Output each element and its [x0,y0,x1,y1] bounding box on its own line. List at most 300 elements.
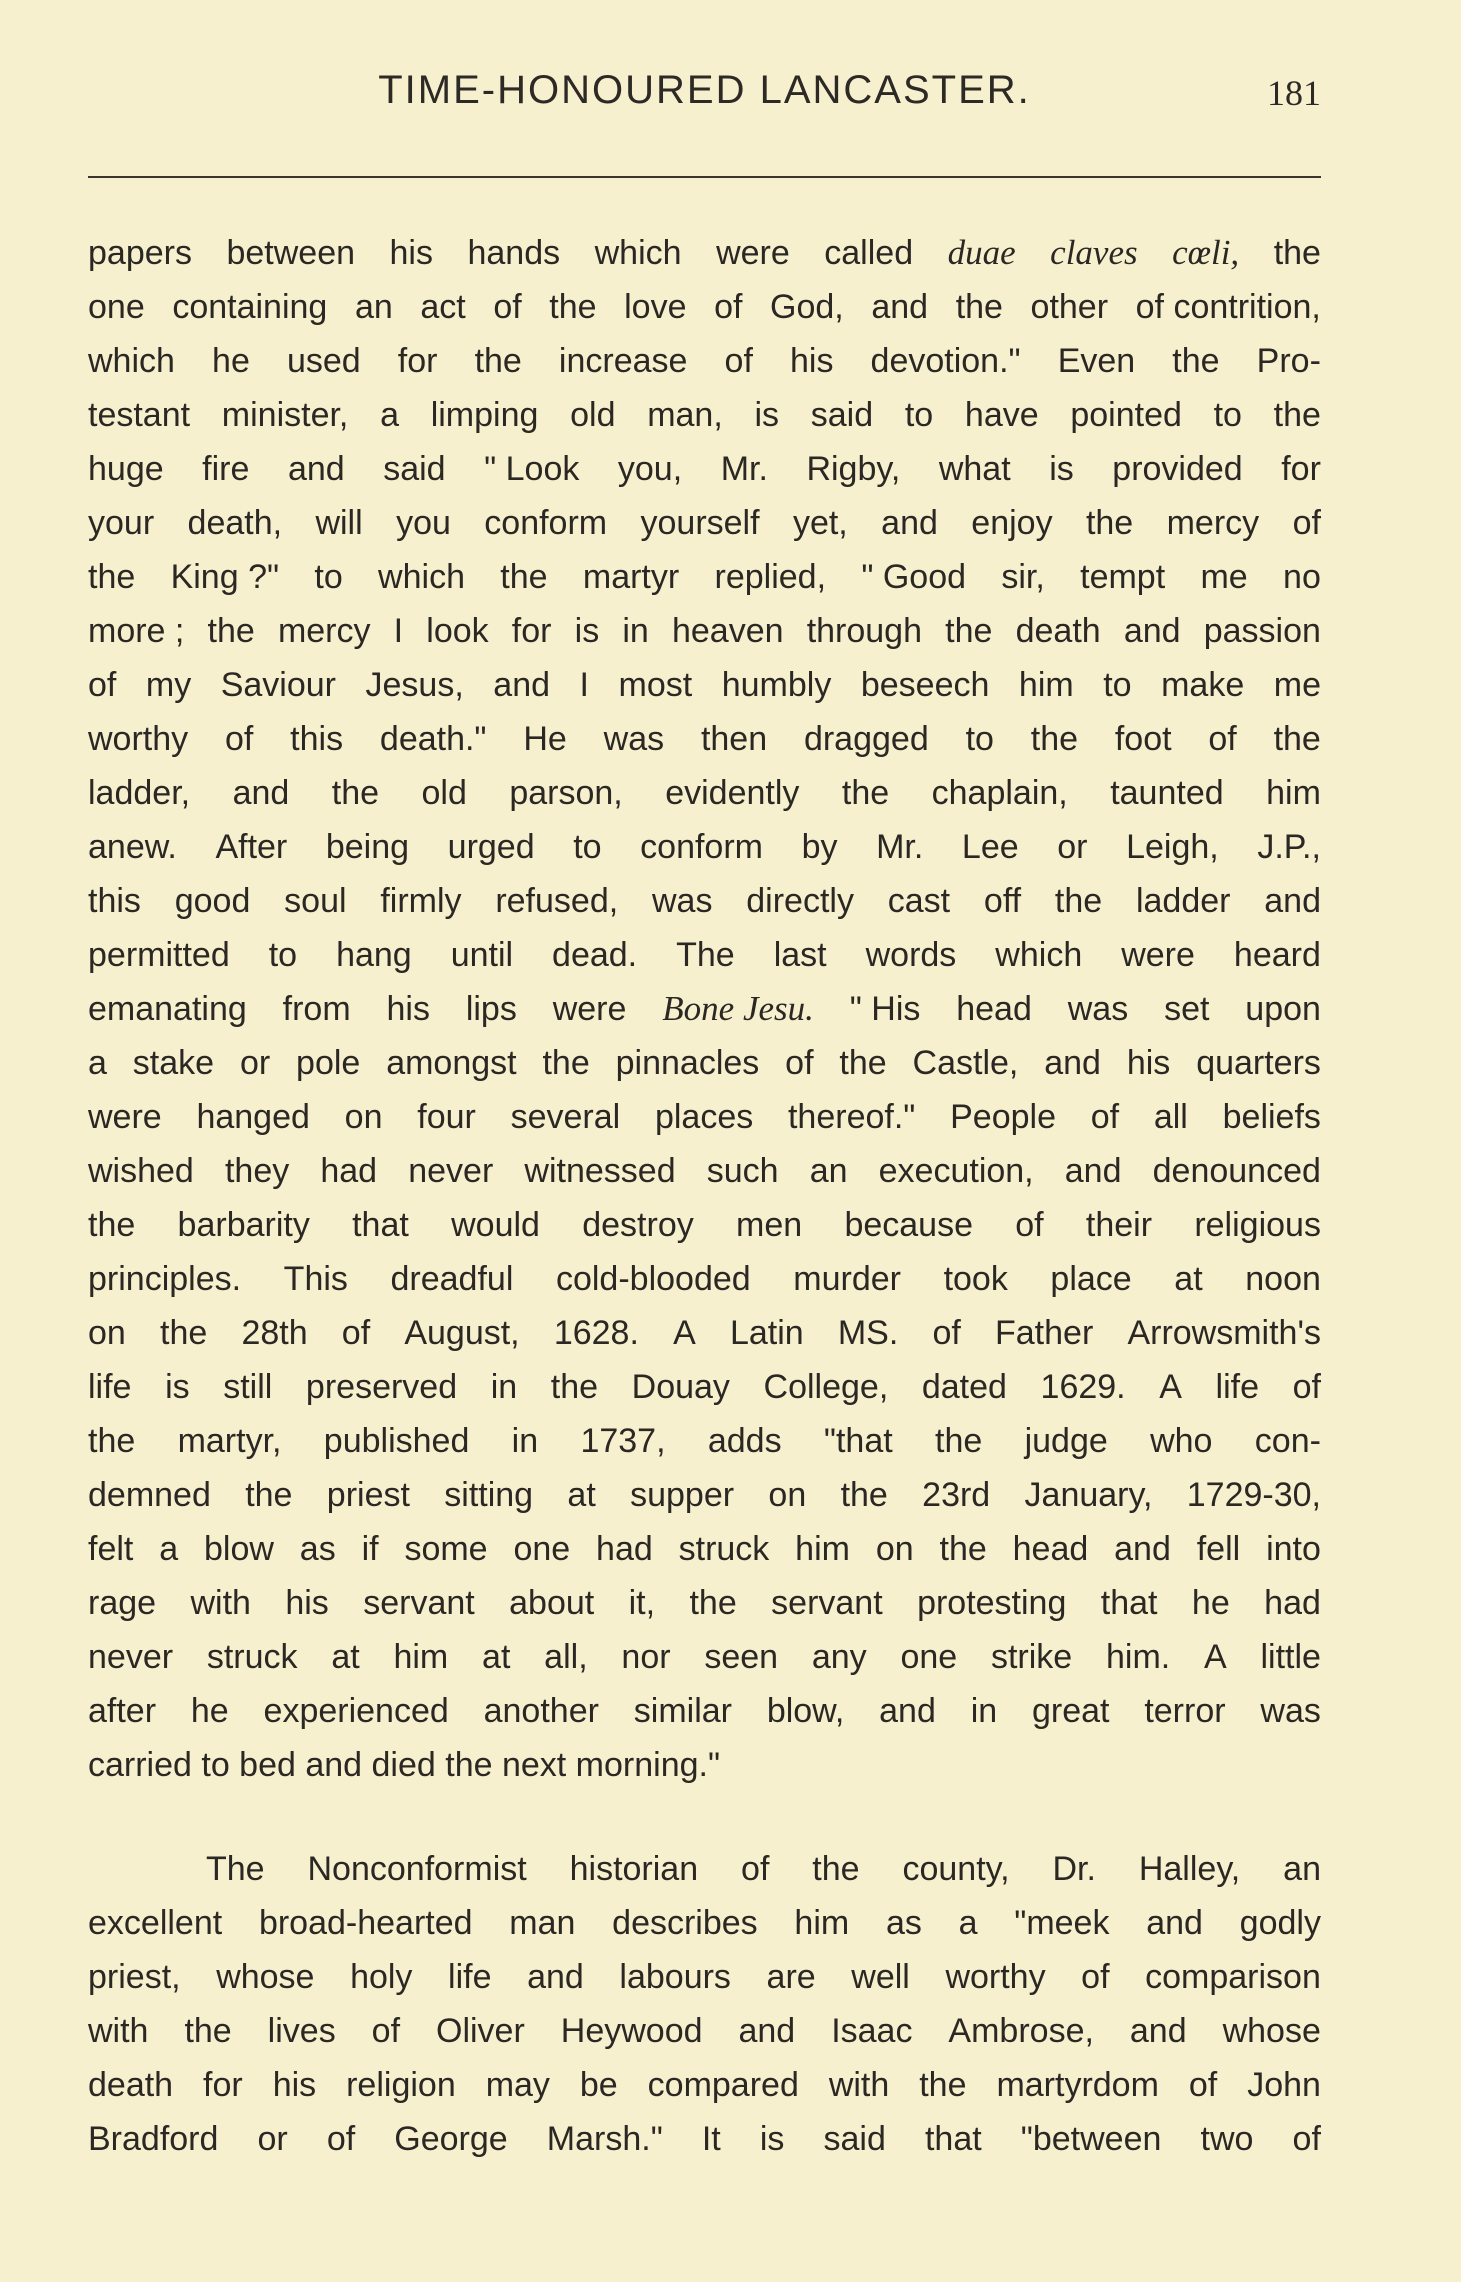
word: the [184,2012,232,2050]
word: and [1129,2012,1187,2050]
word: of [1090,1098,1120,1136]
word: on [88,1314,126,1352]
word: the [500,558,548,596]
word: is [1049,450,1074,488]
text-line [88,334,1321,388]
word: witnessed [524,1152,676,1190]
word: words [865,936,957,974]
word: of [932,1314,961,1352]
word: no [1283,558,1321,596]
word: papers [88,234,192,272]
word: soul [284,882,347,920]
text-line [88,766,1321,820]
word: hanged [196,1098,310,1136]
word: one [900,1638,958,1676]
word: labours [619,1958,731,1996]
word: 28th [241,1314,308,1352]
word: fell [1196,1530,1241,1568]
word: life [88,1368,132,1406]
word: struck [678,1530,770,1568]
word: he [190,1692,229,1730]
word: the [939,1530,987,1568]
word: to [904,396,934,434]
word: It [701,2120,721,2158]
word: said [823,2120,886,2158]
word: ladder [1135,882,1231,920]
word: describes [612,1904,758,1942]
word: on [344,1098,383,1136]
word: historian [569,1850,699,1888]
word: to [573,828,602,866]
word: to [1213,396,1242,434]
word: ladder, [88,774,191,812]
word: at [1174,1260,1203,1298]
word: pinnacles [615,1044,760,1082]
word: an [809,1152,848,1190]
word: in [490,1368,518,1406]
word: destroy [582,1206,694,1244]
word: they [224,1152,290,1190]
word: carried to bed and died the next morning." [88,1746,721,1784]
word: " Look [484,450,580,488]
word: him [794,1904,850,1942]
word: The [206,1850,265,1888]
word: with [828,2066,890,2104]
word: "between [1020,2120,1162,2158]
text-line [88,1522,1321,1576]
word: sir, [1001,558,1045,596]
word: between [226,234,356,272]
word: pointed [1070,396,1182,434]
word: a [958,1904,978,1942]
word: protesting [917,1584,1067,1622]
word: and [871,288,929,326]
word: stake [132,1044,215,1082]
word: that [1100,1584,1158,1622]
word: "meek [1014,1904,1110,1942]
word: minister, [221,396,349,434]
word: that [352,1206,409,1244]
word: of [371,2012,401,2050]
word: his [789,342,834,380]
word: preserved [305,1368,458,1406]
word: death [88,2066,174,2104]
text-line [88,820,1321,874]
word: all [1153,1098,1188,1136]
page-header [88,68,1321,128]
word: religious [1194,1206,1321,1244]
word: The [676,936,735,974]
word: the [839,1044,887,1082]
word: martyr, [177,1422,282,1460]
word: 1729-30, [1186,1476,1321,1514]
word: Ambrose, [948,2012,1094,2050]
word: fire [202,450,250,488]
text-line [88,604,1321,658]
word: or [257,2120,288,2158]
word: if [361,1530,379,1568]
word: demned [88,1476,211,1514]
word: containing [172,288,328,326]
text-line [88,1684,1321,1738]
word: excellent [88,1904,223,1942]
word: life [1215,1368,1259,1406]
word: me [1273,666,1321,704]
word: dragged [803,720,929,758]
word: into [1266,1530,1321,1568]
word: the [1030,720,1079,758]
text-line [88,1306,1321,1360]
word: were [88,1098,162,1136]
word: who [1150,1422,1213,1460]
word: Even [1057,342,1136,380]
word: whose [216,1958,315,1996]
word: the [812,1850,860,1888]
text-line [88,388,1321,442]
word: the [549,288,597,326]
word: for [1281,450,1321,488]
word: the [88,1422,136,1460]
word: life [448,1958,492,1996]
word: him [1266,774,1321,812]
word: nor [621,1638,671,1676]
word: in [970,1692,998,1730]
word: A [1204,1638,1227,1676]
word: supper [630,1476,735,1514]
word: of [1081,1958,1110,1996]
word: you, [617,450,683,488]
word: John [1247,2066,1321,2104]
word: were [716,234,790,272]
word: Halley, [1138,1850,1241,1888]
word: by [801,828,838,866]
word: the [1273,234,1321,272]
word: refused, [495,882,619,920]
text-line [88,2004,1321,2058]
word: from [282,990,351,1028]
word: "that [823,1422,893,1460]
word: and [1146,1904,1203,1942]
word: A [673,1314,696,1352]
word: A [1159,1368,1182,1406]
word: the [160,1314,208,1352]
word: and [1064,1152,1122,1190]
word: is [574,612,600,650]
word: martyrdom [996,2066,1159,2104]
word: had [596,1530,653,1568]
word: to [268,936,298,974]
word: may [485,2066,550,2104]
word: hands [467,234,561,272]
word: College, [763,1368,889,1406]
word: upon [1245,990,1321,1028]
word: called [824,234,914,272]
word: until [450,936,514,974]
word: head [956,990,1032,1028]
page-number: 181 [1267,73,1321,113]
word: man, [647,396,723,434]
word: or [1057,828,1088,866]
word: Saviour [220,666,336,704]
word: strike [990,1638,1073,1676]
word: Marsh." [546,2120,663,2158]
text-line [88,1738,1321,1792]
word: beliefs [1222,1098,1321,1136]
word: Leigh, [1126,828,1219,866]
word: and [527,1958,584,1996]
word: such [706,1152,779,1190]
word: similar [633,1692,732,1730]
word: directly [746,882,854,920]
word: testant [88,396,191,434]
word: the [1172,342,1220,380]
word: Rigby, [806,450,901,488]
word: huge [88,450,164,488]
word: a [88,1044,107,1082]
word: taunted [1110,774,1224,812]
word: Mr. [876,828,924,866]
word: limping [430,396,539,434]
word: will [315,504,363,542]
word: King ?" [170,558,280,596]
word: denounced [1152,1152,1321,1190]
text-line [88,442,1321,496]
word: well [851,1958,910,1996]
word: head [1012,1530,1089,1568]
word: August, [404,1314,520,1352]
word: the [474,342,522,380]
text-line [88,1252,1321,1306]
word: death, [187,504,283,542]
word: and [1114,1530,1171,1568]
word: conform [640,828,763,866]
word: hang [336,936,412,974]
word: the [550,1368,599,1406]
word: chaplain, [931,774,1068,812]
word: in [511,1422,539,1460]
word: " Good [861,558,967,596]
word: the [1273,720,1321,758]
word: about [509,1584,595,1622]
word: execution, [878,1152,1034,1190]
header-rule [88,176,1321,178]
word: of [88,666,117,704]
word: the [919,2066,967,2104]
word: evidently [665,774,800,812]
word: were [552,990,627,1028]
word: is [759,2120,785,2158]
word: for [203,2066,243,2104]
word: of [1015,1206,1044,1244]
word: look [426,612,489,650]
text-line [88,1360,1321,1414]
word: all, [544,1638,588,1676]
word: any [811,1638,867,1676]
word: as [885,1904,922,1942]
word: the [88,558,136,596]
word: of [1292,504,1321,542]
word: blow [204,1530,274,1568]
word: Castle, [912,1044,1019,1082]
word: urged [447,828,535,866]
word: men [736,1206,803,1244]
word: one [513,1530,571,1568]
word: at [482,1638,511,1676]
word: set [1164,990,1210,1028]
word: being [325,828,410,866]
word: I [393,612,404,650]
word: godly [1239,1904,1321,1942]
word: published [323,1422,470,1460]
word: at [567,1476,596,1514]
word: county, [902,1850,1010,1888]
word: passion [1203,612,1321,650]
word: tempt [1080,558,1166,596]
word: never [88,1638,174,1676]
word: death [1015,612,1101,650]
word: pole [296,1044,361,1082]
word: comparison [1145,1958,1321,1996]
word: servant [771,1584,883,1622]
word: Latin [729,1314,804,1352]
word: yourself [640,504,760,542]
word: his [272,2066,317,2104]
word: the [945,612,993,650]
word: and [232,774,290,812]
word: the [840,1476,888,1514]
word: priest, [88,1958,181,1996]
word: of [224,720,254,758]
word: terror [1144,1692,1226,1730]
word: thereof." [787,1098,916,1136]
word: Nonconformist [307,1850,527,1888]
word: People [950,1098,1056,1136]
word: two [1200,2120,1254,2158]
word: of [741,1850,770,1888]
word: last [773,936,827,974]
word: Lee [961,828,1019,866]
word: your [88,504,155,542]
word: dated [921,1368,1007,1406]
word: which [88,342,175,380]
word: after [88,1692,157,1730]
word: him [393,1638,449,1676]
word: this [88,882,141,920]
word: in [622,612,649,650]
word: because [844,1206,973,1244]
word: firmly [380,882,462,920]
word: emanating [88,990,247,1028]
word: sitting [444,1476,534,1514]
word: his [1126,1044,1171,1082]
word: to [1103,666,1132,704]
text-line [88,874,1321,928]
italic-word: Bone Jesu. [662,989,814,1028]
word: barbarity [177,1206,310,1244]
word: the [542,1044,590,1082]
word: provided [1112,450,1243,488]
word: places [654,1098,754,1136]
word: him [795,1530,850,1568]
word: foot [1114,720,1172,758]
word: act [420,288,466,326]
word: whose [1222,2012,1321,2050]
paragraph-gap [88,1792,1321,1842]
word: he [212,342,250,380]
word: 1737, [580,1422,666,1460]
word: of [493,288,522,326]
word: enjoy [971,504,1053,542]
text-line [88,226,1321,280]
text-line [88,1468,1321,1522]
word: are [766,1958,816,1996]
word: servant [363,1584,475,1622]
text-line [88,550,1321,604]
word: was [603,720,665,758]
word: Douay [631,1368,730,1406]
word: the [88,1206,136,1244]
word: January, [1024,1476,1153,1514]
word: of [1208,720,1237,758]
word: rage [88,1584,157,1622]
word: with [88,2012,149,2050]
word: took [943,1260,1008,1298]
word: principles. [88,1260,242,1298]
word: his [285,1584,329,1622]
word: beseech [860,666,990,704]
word: on [768,1476,807,1514]
word: quarters [1196,1044,1321,1082]
running-title: TIME-HONOURED LANCASTER. [378,68,1031,112]
word: anew. [88,828,177,866]
word: cast [887,882,951,920]
word: and [493,666,551,704]
word: of contrition, [1135,288,1321,326]
text-line [88,1036,1321,1090]
word: on [875,1530,914,1568]
word: heaven [671,612,784,650]
word: the [207,612,255,650]
text-line [88,928,1321,982]
word: an [354,288,393,326]
word: I [579,666,589,704]
word: this [290,720,344,758]
word: and [1123,612,1181,650]
word: to [965,720,994,758]
word: worthy [945,1958,1046,1996]
word: seen [704,1638,779,1676]
word: more ; [88,612,185,650]
word: a [159,1530,179,1568]
word: used [286,342,361,380]
word: what [938,450,1011,488]
word: be [579,2066,618,2104]
word: had [320,1152,378,1190]
word: adds [707,1422,782,1460]
word: humbly [721,666,832,704]
word: He [523,720,567,758]
word: good [174,882,251,920]
word: priest [326,1476,410,1514]
word: me [1200,558,1248,596]
word: little [1260,1638,1321,1676]
word: man [509,1904,576,1942]
word: had [1264,1584,1321,1622]
word: the [1273,396,1321,434]
text-line [88,658,1321,712]
word: one [88,288,145,326]
word: that [924,2120,982,2158]
